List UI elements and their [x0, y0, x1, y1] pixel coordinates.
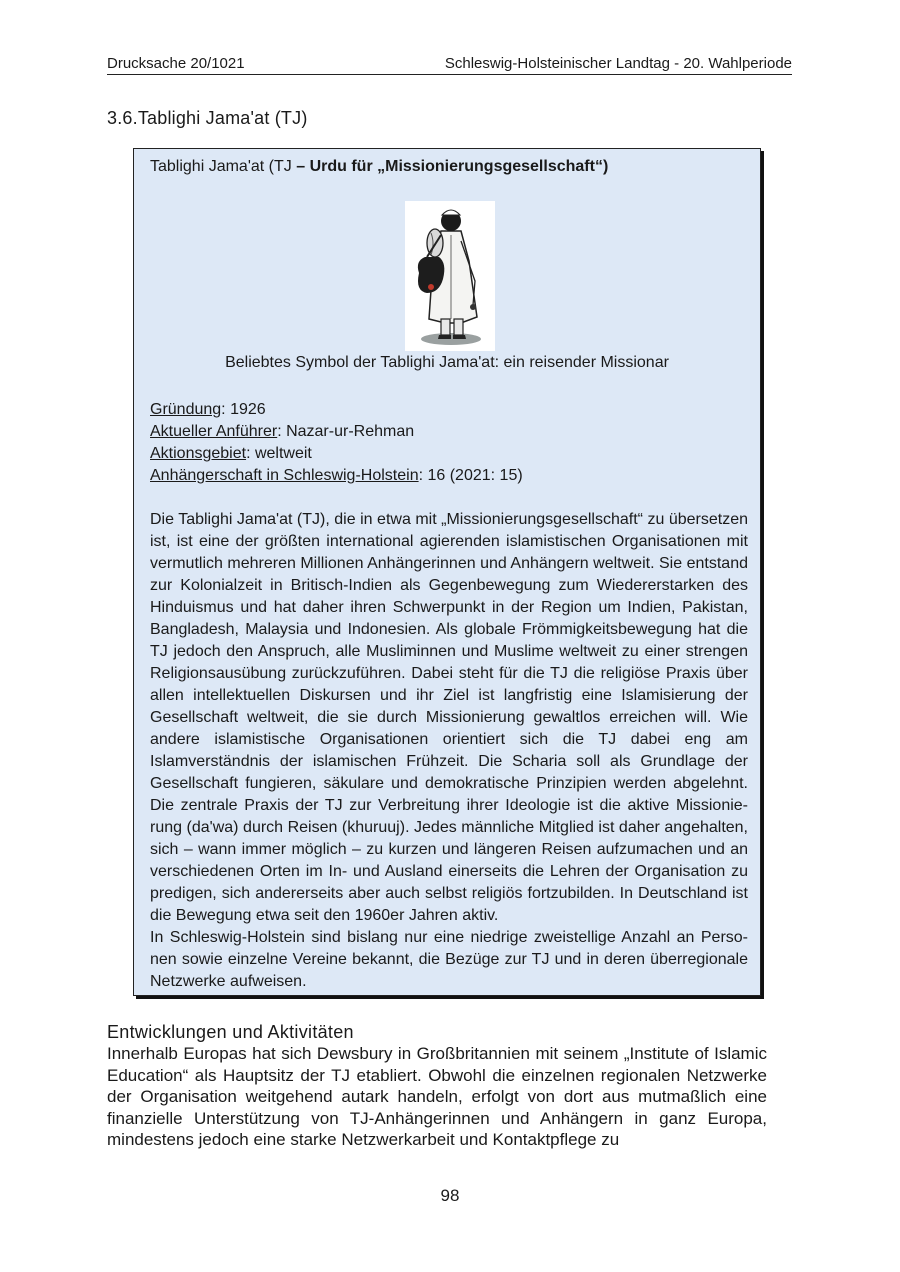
missionary-illustration — [405, 201, 495, 351]
sub-heading: Entwicklungen und Aktivitäten — [107, 1022, 354, 1042]
page-number: 98 — [440, 1186, 460, 1205]
info-box-title — [150, 158, 608, 176]
fact-leader — [150, 421, 523, 443]
parliament-title: Schleswig-Holsteinischer Landtag - 20. Wahlperiode — [444, 55, 792, 72]
fact-key: Gründung — [150, 401, 222, 418]
fact-founding — [150, 399, 523, 421]
document-number: Drucksache 20/1021 — [107, 55, 245, 72]
title-bold: – Urdu für „Missionierungsgesellschaft“) — [296, 158, 609, 175]
fact-value: : 16 (2021: 15) — [418, 467, 523, 484]
body-paragraph: Innerhalb Europas hat sich Dewsbury in Großbritannien mit seinem „Institute of Islamic Education“ als Hauptsitz der TJ etabliert. Obwohl die einzelnen regionalen Netzwerke der Organisation weitgehend autark handeln, erfolgt von dort aus mutmaßlich eine finanzielle Unterstützung von TJ-Anhängerinnen und Anhängern in ganz Europa, mindestens jedoch eine starke Netzwerkarbeit und Kontaktpflege zu — [107, 1044, 767, 1149]
fact-followers — [150, 465, 523, 487]
section-heading: 3.6.Tablighi Jama'at (TJ) — [107, 108, 308, 128]
figure-caption: Beliebtes Symbol der Tablighi Jama'at: ein reisender Missionar — [225, 354, 669, 371]
fact-key: Anhängerschaft in Schleswig-Holstein — [150, 467, 419, 484]
info-box — [133, 148, 761, 996]
fact-value: : 1926 — [221, 401, 266, 418]
fact-area — [150, 443, 523, 465]
fact-key: Aktionsgebiet — [150, 445, 247, 462]
fact-key: Aktueller Anführer — [150, 423, 278, 440]
info-box-paragraph: In Schleswig-Holstein sind bislang nur eine niedrige zweistellige Anzahl an Personen sowie einzelne Vereine bekannt, die Bezüge zur TJ und in deren überregionale Netzwerke aufweisen. — [150, 929, 748, 990]
fact-value: : weltweit — [246, 445, 312, 462]
fact-value: : Nazar-ur-Rehman — [277, 423, 415, 440]
info-box-body — [150, 509, 748, 993]
page-header — [107, 55, 792, 75]
traveling-missionary-icon — [405, 201, 495, 351]
info-box-paragraph: Die Tablighi Jama'at (TJ), die in etwa mit „Missionierungsgesellschaft“ zu übersetzen ist, ist eine der größten international agierenden islamistischen Organisationen mit vermutlich mehreren Millionen Anhängerinnen und Anhängern weltweit. Sie entstand zur Kolonialzeit in Britisch-Indien als Gegenbewegung zum Wiedererstarken des Hinduismus und hat daher ihren Schwerpunkt in der Region um Indien, Pakistan, Bangladesh, Malaysia und Indonesien. Als globale Frömmigkeitsbewegung hat die TJ jedoch den Anspruch, alle Musliminnen und Muslime weltweit zu einer strengen Religionsausübung zurückzuführen. Dabei steht für die TJ die religiöse Praxis über allen intellektuellen Diskursen und ihr Ziel ist langfristig eine Islamisierung der Gesellschaft weltweit, die sie durch Missionierung gewaltlos erreichen will. Wie andere islamistische Organisationen orientiert sich die TJ dabei eng am Islamverständnis der islamischen Frühzeit. Die Scharia soll als Grundlage der Gesellschaft fungieren, säkulare und demokratische Prinzipien werden abgelehnt. Die zentrale Praxis der TJ zur Verbreitung ihrer Ideologie ist die aktive Missionierung (da'wa) durch Reisen (khuruuj). Jedes männliche Mitglied ist daher angehalten, sich – wann immer möglich – zu kurzen und längeren Reisen aufzumachen und an verschiedenen Orten im In- und Ausland einerseits die Lehren der Organisation zu predigen, sich andererseits aber auch selbst religiös fortzubilden. In Deutschland ist die Bewegung etwa seit den 1960er Jahren aktiv. — [150, 511, 748, 924]
title-plain: Tablighi Jama'at (TJ — [150, 158, 297, 175]
facts-list — [150, 399, 523, 487]
